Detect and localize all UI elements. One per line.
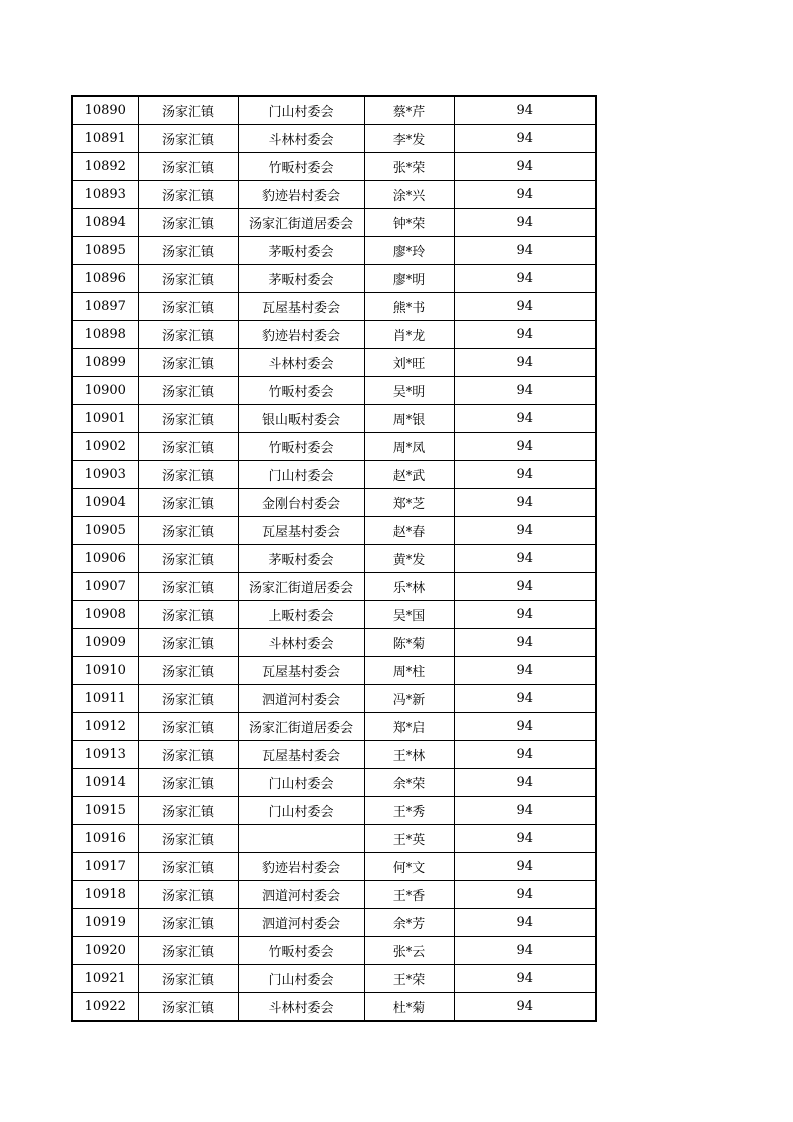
table-row [72,433,596,461]
cell-id: 10918 [72,881,138,909]
cell-score: 94 [454,293,596,321]
cell-village: 竹畈村委会 [238,377,364,405]
cell-town: 汤家汇镇 [138,909,238,937]
table-row [72,573,596,601]
cell-village: 斗林村委会 [238,349,364,377]
cell-name: 刘*旺 [364,349,454,377]
cell-name: 王*香 [364,881,454,909]
table-row [72,769,596,797]
cell-name: 肖*龙 [364,321,454,349]
cell-score: 94 [454,96,596,125]
cell-name: 廖*明 [364,265,454,293]
cell-village: 门山村委会 [238,96,364,125]
cell-village: 斗林村委会 [238,993,364,1022]
table-row [72,909,596,937]
cell-score: 94 [454,713,596,741]
cell-name: 余*芳 [364,909,454,937]
cell-name: 杜*菊 [364,993,454,1022]
cell-village: 豹迹岩村委会 [238,853,364,881]
cell-town: 汤家汇镇 [138,96,238,125]
table-row [72,96,596,125]
cell-village: 豹迹岩村委会 [238,181,364,209]
cell-village: 汤家汇街道居委会 [238,573,364,601]
table-row [72,601,596,629]
cell-town: 汤家汇镇 [138,769,238,797]
cell-score: 94 [454,265,596,293]
data-table [71,95,597,1022]
cell-score: 94 [454,517,596,545]
cell-town: 汤家汇镇 [138,433,238,461]
cell-town: 汤家汇镇 [138,237,238,265]
cell-score: 94 [454,825,596,853]
cell-id: 10894 [72,209,138,237]
table-row [72,517,596,545]
cell-town: 汤家汇镇 [138,657,238,685]
cell-id: 10900 [72,377,138,405]
cell-name: 何*文 [364,853,454,881]
cell-score: 94 [454,153,596,181]
cell-name: 冯*新 [364,685,454,713]
cell-id: 10917 [72,853,138,881]
cell-score: 94 [454,909,596,937]
cell-village: 竹畈村委会 [238,937,364,965]
cell-town: 汤家汇镇 [138,573,238,601]
cell-score: 94 [454,601,596,629]
cell-name: 钟*荣 [364,209,454,237]
cell-score: 94 [454,125,596,153]
cell-town: 汤家汇镇 [138,881,238,909]
cell-village: 竹畈村委会 [238,153,364,181]
table-row [72,545,596,573]
cell-village: 茅畈村委会 [238,237,364,265]
cell-town: 汤家汇镇 [138,349,238,377]
cell-name: 余*荣 [364,769,454,797]
cell-town: 汤家汇镇 [138,153,238,181]
cell-id: 10920 [72,937,138,965]
cell-score: 94 [454,545,596,573]
cell-village: 瓦屋基村委会 [238,517,364,545]
cell-village: 门山村委会 [238,461,364,489]
cell-score: 94 [454,853,596,881]
cell-score: 94 [454,377,596,405]
cell-town: 汤家汇镇 [138,937,238,965]
cell-village: 茅畈村委会 [238,545,364,573]
cell-id: 10916 [72,825,138,853]
cell-town: 汤家汇镇 [138,965,238,993]
cell-score: 94 [454,433,596,461]
cell-id: 10891 [72,125,138,153]
cell-name: 周*银 [364,405,454,433]
cell-village: 斗林村委会 [238,629,364,657]
cell-town: 汤家汇镇 [138,377,238,405]
cell-id: 10892 [72,153,138,181]
cell-score: 94 [454,405,596,433]
cell-name: 张*云 [364,937,454,965]
table-row [72,153,596,181]
cell-town: 汤家汇镇 [138,265,238,293]
cell-name: 王*英 [364,825,454,853]
table-row [72,181,596,209]
cell-village: 金刚台村委会 [238,489,364,517]
cell-id: 10903 [72,461,138,489]
cell-town: 汤家汇镇 [138,825,238,853]
cell-village: 斗林村委会 [238,125,364,153]
cell-town: 汤家汇镇 [138,685,238,713]
cell-name: 蔡*芹 [364,96,454,125]
cell-village: 泗道河村委会 [238,881,364,909]
cell-town: 汤家汇镇 [138,629,238,657]
cell-town: 汤家汇镇 [138,125,238,153]
cell-id: 10897 [72,293,138,321]
cell-name: 涂*兴 [364,181,454,209]
cell-town: 汤家汇镇 [138,797,238,825]
cell-id: 10906 [72,545,138,573]
table-row [72,741,596,769]
cell-name: 陈*菊 [364,629,454,657]
cell-score: 94 [454,181,596,209]
cell-score: 94 [454,321,596,349]
cell-town: 汤家汇镇 [138,321,238,349]
cell-id: 10910 [72,657,138,685]
cell-id: 10921 [72,965,138,993]
cell-id: 10913 [72,741,138,769]
cell-id: 10912 [72,713,138,741]
cell-name: 乐*林 [364,573,454,601]
cell-score: 94 [454,965,596,993]
cell-name: 郑*芝 [364,489,454,517]
cell-id: 10890 [72,96,138,125]
cell-village: 泗道河村委会 [238,909,364,937]
table-row [72,405,596,433]
cell-id: 10919 [72,909,138,937]
cell-town: 汤家汇镇 [138,517,238,545]
cell-town: 汤家汇镇 [138,293,238,321]
cell-village: 上畈村委会 [238,601,364,629]
cell-village: 汤家汇街道居委会 [238,209,364,237]
cell-village: 银山畈村委会 [238,405,364,433]
cell-id: 10907 [72,573,138,601]
cell-name: 吴*明 [364,377,454,405]
cell-id: 10911 [72,685,138,713]
table-row [72,937,596,965]
table-row [72,265,596,293]
cell-village: 瓦屋基村委会 [238,293,364,321]
cell-id: 10914 [72,769,138,797]
cell-village: 瓦屋基村委会 [238,741,364,769]
cell-name: 王*荣 [364,965,454,993]
cell-score: 94 [454,657,596,685]
cell-id: 10908 [72,601,138,629]
cell-id: 10915 [72,797,138,825]
cell-id: 10895 [72,237,138,265]
cell-town: 汤家汇镇 [138,545,238,573]
cell-score: 94 [454,209,596,237]
table-row [72,993,596,1022]
cell-name: 郑*启 [364,713,454,741]
table-row [72,461,596,489]
table-body [72,96,596,1021]
cell-town: 汤家汇镇 [138,713,238,741]
cell-id: 10905 [72,517,138,545]
cell-town: 汤家汇镇 [138,741,238,769]
cell-score: 94 [454,993,596,1022]
cell-score: 94 [454,937,596,965]
cell-score: 94 [454,797,596,825]
table-row [72,349,596,377]
cell-score: 94 [454,685,596,713]
cell-name: 廖*玲 [364,237,454,265]
cell-town: 汤家汇镇 [138,209,238,237]
cell-id: 10922 [72,993,138,1022]
table-row [72,293,596,321]
table-row [72,713,596,741]
table-row [72,881,596,909]
cell-name: 熊*书 [364,293,454,321]
cell-name: 黄*发 [364,545,454,573]
table-row [72,965,596,993]
cell-town: 汤家汇镇 [138,601,238,629]
cell-id: 10909 [72,629,138,657]
cell-id: 10899 [72,349,138,377]
cell-village: 门山村委会 [238,965,364,993]
cell-village: 竹畈村委会 [238,433,364,461]
cell-town: 汤家汇镇 [138,489,238,517]
cell-village: 茅畈村委会 [238,265,364,293]
cell-score: 94 [454,629,596,657]
table-row [72,377,596,405]
cell-town: 汤家汇镇 [138,405,238,433]
cell-village [238,825,364,853]
cell-score: 94 [454,769,596,797]
cell-score: 94 [454,573,596,601]
table-row [72,685,596,713]
cell-village: 门山村委会 [238,769,364,797]
data-table-container [71,95,597,1022]
cell-village: 豹迹岩村委会 [238,321,364,349]
cell-name: 张*荣 [364,153,454,181]
cell-id: 10893 [72,181,138,209]
table-row [72,853,596,881]
cell-score: 94 [454,881,596,909]
cell-score: 94 [454,489,596,517]
cell-town: 汤家汇镇 [138,461,238,489]
cell-name: 吴*国 [364,601,454,629]
cell-score: 94 [454,349,596,377]
cell-id: 10901 [72,405,138,433]
table-row [72,825,596,853]
cell-name: 王*林 [364,741,454,769]
cell-id: 10904 [72,489,138,517]
cell-town: 汤家汇镇 [138,181,238,209]
cell-village: 汤家汇街道居委会 [238,713,364,741]
table-row [72,237,596,265]
table-row [72,797,596,825]
cell-name: 王*秀 [364,797,454,825]
cell-village: 门山村委会 [238,797,364,825]
cell-name: 周*凤 [364,433,454,461]
cell-town: 汤家汇镇 [138,853,238,881]
cell-id: 10902 [72,433,138,461]
table-row [72,209,596,237]
table-row [72,321,596,349]
cell-score: 94 [454,237,596,265]
cell-score: 94 [454,461,596,489]
cell-score: 94 [454,741,596,769]
cell-name: 李*发 [364,125,454,153]
cell-name: 周*柱 [364,657,454,685]
cell-id: 10898 [72,321,138,349]
table-row [72,489,596,517]
cell-name: 赵*武 [364,461,454,489]
cell-id: 10896 [72,265,138,293]
cell-name: 赵*春 [364,517,454,545]
table-row [72,629,596,657]
cell-village: 瓦屋基村委会 [238,657,364,685]
table-row [72,125,596,153]
cell-village: 泗道河村委会 [238,685,364,713]
cell-town: 汤家汇镇 [138,993,238,1022]
table-row [72,657,596,685]
